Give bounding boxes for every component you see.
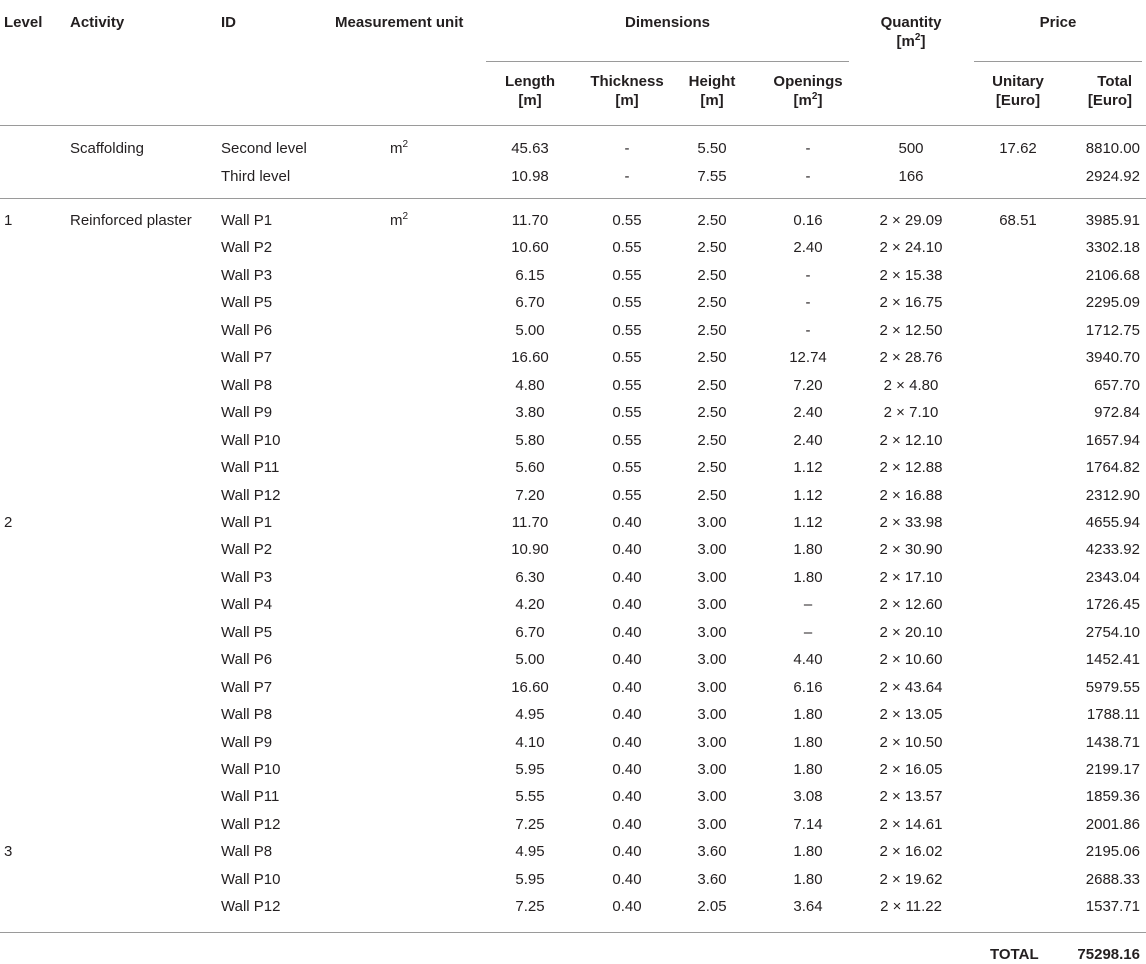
cell-thickness: 0.55 <box>612 431 642 449</box>
cell-openings: 7.20 <box>793 376 823 394</box>
cell-height: 2.50 <box>697 431 727 449</box>
header-unitary: Unitary [Euro] <box>992 73 1044 109</box>
cell-quantity: 2 × 24.10 <box>879 239 943 257</box>
cell-height: 3.60 <box>697 870 727 888</box>
cell-quantity: 2 × 17.10 <box>879 568 943 586</box>
cell-thickness: 0.55 <box>612 239 642 257</box>
cell-thickness: 0.55 <box>612 486 642 504</box>
cell-total: 2312.90 <box>1085 486 1140 504</box>
cell-openings: - <box>805 266 811 284</box>
cell-quantity: 2 × 33.98 <box>879 513 943 531</box>
cell-total: 657.70 <box>1094 376 1140 394</box>
header-price: Price <box>1039 14 1077 31</box>
cell-length: 10.98 <box>511 167 549 185</box>
cell-total: 1859.36 <box>1085 788 1140 806</box>
cell-quantity: 2 × 16.88 <box>879 486 943 504</box>
cell-height: 3.00 <box>697 761 727 778</box>
cell-total: 3940.70 <box>1085 349 1140 367</box>
cell-openings: 6.16 <box>793 678 823 696</box>
cell-length: 6.70 <box>515 623 545 641</box>
cell-thickness: 0.55 <box>612 459 642 477</box>
cell-height: 3.00 <box>697 815 727 833</box>
header-height: Height [m] <box>688 73 736 109</box>
cell-thickness: 0.40 <box>612 898 642 916</box>
header-length: Length [m] <box>505 73 555 109</box>
cell-id: Wall P12 <box>221 486 281 504</box>
cell-id: Wall P1 <box>221 513 273 531</box>
cell-id: Wall P6 <box>221 321 273 339</box>
total-label: TOTAL <box>990 946 1039 963</box>
cell-length: 5.95 <box>515 761 545 778</box>
cell-quantity: 2 × 12.50 <box>879 321 943 339</box>
cell-height: 2.50 <box>697 266 727 284</box>
cell-height: 3.00 <box>697 706 727 724</box>
cell-id: Wall P10 <box>221 761 281 778</box>
table-bottom-rule <box>0 932 1146 933</box>
cell-length: 3.80 <box>515 404 545 422</box>
cell-length: 10.90 <box>511 541 549 559</box>
cell-quantity: 500 <box>898 140 924 157</box>
cell-openings: 4.40 <box>793 651 823 669</box>
cell-length: 7.20 <box>515 486 545 504</box>
cell-total: 2001.86 <box>1085 815 1140 833</box>
cell-length: 5.55 <box>515 788 545 806</box>
cell-total: 2924.92 <box>1085 167 1140 185</box>
dimensions-underline <box>486 61 849 62</box>
cell-height: 2.05 <box>697 898 727 916</box>
cell-length: 7.25 <box>515 898 545 916</box>
cell-total: 1657.94 <box>1085 431 1140 449</box>
cell-id: Wall P6 <box>221 651 273 669</box>
cell-id: Wall P11 <box>221 788 280 806</box>
cell-thickness: 0.55 <box>612 404 642 422</box>
cell-openings: 1.80 <box>793 870 823 888</box>
cell-thickness: 0.40 <box>612 513 642 531</box>
cell-length: 6.15 <box>515 266 545 284</box>
cell-quantity: 2 × 12.10 <box>879 431 943 449</box>
cell-openings: 7.14 <box>793 815 823 833</box>
cell-openings: – <box>803 623 813 641</box>
header-id: ID <box>221 14 236 31</box>
cell-total: 2199.17 <box>1085 761 1140 778</box>
cell-id: Wall P4 <box>221 596 273 614</box>
cell-id: Wall P8 <box>221 706 273 724</box>
cell-id: Wall P12 <box>221 815 281 833</box>
cell-openings: 2.40 <box>793 404 823 422</box>
cell-openings: 1.80 <box>793 706 823 724</box>
cell-height: 2.50 <box>697 404 727 422</box>
cell-length: 4.95 <box>515 706 545 724</box>
cell-id: Wall P9 <box>221 733 273 751</box>
cell-thickness: - <box>624 140 630 157</box>
cell-height: 7.55 <box>697 167 727 185</box>
cell-level: 1 <box>4 212 13 229</box>
cell-length: 5.95 <box>515 870 545 888</box>
cell-activity: Scaffolding <box>70 140 144 157</box>
header-thickness: Thickness [m] <box>590 73 664 109</box>
cell-height: 2.50 <box>697 239 727 257</box>
cell-length: 5.00 <box>515 651 545 669</box>
cell-total: 1452.41 <box>1085 651 1140 669</box>
cell-quantity: 2 × 10.60 <box>879 651 943 669</box>
cell-openings: 1.12 <box>793 513 823 531</box>
cell-quantity: 2 × 4.80 <box>883 376 939 394</box>
cell-quantity: 2 × 28.76 <box>879 349 943 367</box>
cell-openings: – <box>803 596 813 614</box>
cell-length: 4.80 <box>515 376 545 394</box>
cell-height: 3.00 <box>697 568 727 586</box>
cell-id: Wall P8 <box>221 843 273 861</box>
cell-length: 45.63 <box>511 140 549 157</box>
cell-thickness: 0.55 <box>612 349 642 367</box>
cell-openings: 1.80 <box>793 541 823 559</box>
cell-height: 3.00 <box>697 513 727 531</box>
cell-height: 3.00 <box>697 788 727 806</box>
cell-quantity: 2 × 11.22 <box>880 898 942 916</box>
cell-thickness: 0.40 <box>612 788 642 806</box>
cell-openings: 1.12 <box>793 486 823 504</box>
cell-total: 972.84 <box>1094 404 1140 422</box>
cell-thickness: 0.40 <box>612 541 642 559</box>
cell-length: 6.30 <box>515 568 545 586</box>
cell-length: 16.60 <box>511 349 549 367</box>
cell-thickness: 0.40 <box>612 733 642 751</box>
cell-total: 1788.11 <box>1086 706 1140 724</box>
cell-openings: - <box>805 140 811 157</box>
cell-total: 2195.06 <box>1085 843 1140 861</box>
cell-total: 4655.94 <box>1085 513 1140 531</box>
cell-openings: 3.08 <box>793 788 823 806</box>
cell-height: 3.00 <box>697 623 727 641</box>
cell-quantity: 2 × 15.38 <box>879 266 943 284</box>
cell-length: 5.80 <box>515 431 545 449</box>
cell-thickness: 0.40 <box>612 678 642 696</box>
header-total: Total [Euro] <box>1087 73 1132 109</box>
cell-quantity: 2 × 20.10 <box>879 623 943 641</box>
cell-total: 2754.10 <box>1085 623 1140 641</box>
cell-openings: 2.40 <box>793 431 823 449</box>
cell-quantity: 2 × 16.05 <box>879 761 943 778</box>
cell-quantity: 2 × 7.10 <box>883 404 939 422</box>
cell-quantity: 2 × 43.64 <box>879 678 943 696</box>
cell-id: Wall P7 <box>221 349 273 367</box>
cell-quantity: 2 × 12.88 <box>879 459 943 477</box>
cell-height: 3.00 <box>697 541 727 559</box>
cell-height: 2.50 <box>697 376 727 394</box>
cell-id: Wall P11 <box>221 459 280 477</box>
cell-height: 2.50 <box>697 486 727 504</box>
cell-length: 4.20 <box>515 596 545 614</box>
header-level: Level <box>4 14 43 31</box>
cell-height: 3.00 <box>697 678 727 696</box>
cell-total: 8810.00 <box>1085 140 1140 157</box>
cell-id: Wall P5 <box>221 623 273 641</box>
cell-length: 11.70 <box>511 513 549 531</box>
cell-thickness: 0.40 <box>612 651 642 669</box>
cell-thickness: 0.40 <box>612 761 642 778</box>
cell-openings: 1.80 <box>793 733 823 751</box>
cell-quantity: 2 × 14.61 <box>879 815 943 833</box>
cell-id: Wall P1 <box>221 212 273 229</box>
cell-total: 1726.45 <box>1085 596 1140 614</box>
cell-openings: - <box>805 294 811 312</box>
cell-thickness: 0.40 <box>612 568 642 586</box>
cell-activity: Reinforced plaster <box>70 212 192 229</box>
cell-id: Wall P7 <box>221 678 273 696</box>
cell-total: 3985.91 <box>1085 212 1140 229</box>
cell-thickness: 0.40 <box>612 870 642 888</box>
cell-thickness: 0.55 <box>612 321 642 339</box>
cell-openings: 1.80 <box>793 843 823 861</box>
cell-openings: 2.40 <box>793 239 823 257</box>
cell-unitary: 17.62 <box>999 140 1037 157</box>
cell-thickness: 0.40 <box>612 843 642 861</box>
cell-id: Wall P2 <box>221 239 273 257</box>
cell-openings: - <box>805 321 811 339</box>
cell-thickness: - <box>624 167 630 185</box>
cell-length: 4.10 <box>515 733 545 751</box>
cell-length: 10.60 <box>511 239 549 257</box>
cell-id: Wall P12 <box>221 898 281 916</box>
cell-total: 3302.18 <box>1085 239 1140 257</box>
cell-total: 1764.82 <box>1085 459 1140 477</box>
cell-height: 5.50 <box>697 140 727 157</box>
cell-openings: 0.16 <box>793 212 823 229</box>
header-openings: Openings $[m^2]$ <box>773 73 843 109</box>
cell-level: 2 <box>4 513 13 531</box>
cell-thickness: 0.55 <box>612 266 642 284</box>
cell-height: 3.00 <box>697 651 727 669</box>
cell-quantity: 166 <box>898 167 924 185</box>
cell-thickness: 0.55 <box>612 294 642 312</box>
cell-thickness: 0.40 <box>612 596 642 614</box>
cell-openings: 1.12 <box>793 459 823 477</box>
cell-length: 4.95 <box>515 843 545 861</box>
cell-openings: 1.80 <box>793 568 823 586</box>
cell-total: 1537.71 <box>1085 898 1140 916</box>
cell-quantity: 2 × 16.02 <box>879 843 943 861</box>
cell-thickness: 0.55 <box>612 376 642 394</box>
cell-height: 2.50 <box>697 321 727 339</box>
cell-openings: - <box>805 167 811 185</box>
section-rule <box>0 198 1146 199</box>
cell-total: 1438.71 <box>1085 733 1140 751</box>
cell-quantity: 2 × 19.62 <box>879 870 943 888</box>
cell-length: 7.25 <box>515 815 545 833</box>
cell-thickness: 0.40 <box>612 623 642 641</box>
header-bottom-rule <box>0 125 1146 126</box>
cell-length: 5.60 <box>515 459 545 477</box>
cell-unit: $m^2$ <box>390 211 409 229</box>
cell-total: 4233.92 <box>1085 541 1140 559</box>
cell-quantity: 2 × 12.60 <box>879 596 943 614</box>
cell-quantity: 2 × 13.05 <box>879 706 943 724</box>
cell-height: 2.50 <box>697 212 727 229</box>
cell-length: 16.60 <box>511 678 549 696</box>
cell-height: 3.00 <box>697 733 727 751</box>
header-dimensions: Dimensions <box>624 14 711 31</box>
cell-id: Third level <box>221 167 291 185</box>
cell-thickness: 0.40 <box>612 706 642 724</box>
header-activity: Activity <box>70 14 125 31</box>
cell-openings: 3.64 <box>793 898 823 916</box>
cell-unitary: 68.51 <box>999 212 1037 229</box>
cell-height: 3.60 <box>697 843 727 861</box>
price-underline <box>974 61 1142 62</box>
header-measurement-unit: Measurement unit <box>335 14 464 31</box>
cell-length: 5.00 <box>515 321 545 339</box>
cell-id: Wall P10 <box>221 870 281 888</box>
cell-id: Second level <box>221 140 307 157</box>
cell-quantity: 2 × 30.90 <box>879 541 943 559</box>
cell-openings: 1.80 <box>793 761 823 778</box>
cell-quantity: 2 × 10.50 <box>879 733 943 751</box>
cell-total: 2343.04 <box>1085 568 1140 586</box>
cell-id: Wall P10 <box>221 431 281 449</box>
cell-id: Wall P2 <box>221 541 273 559</box>
cell-id: Wall P8 <box>221 376 273 394</box>
cell-total: 2106.68 <box>1085 266 1140 284</box>
cell-total: 2295.09 <box>1085 294 1140 312</box>
cell-height: 2.50 <box>697 459 727 477</box>
cell-thickness: 0.40 <box>612 815 642 833</box>
cell-openings: 12.74 <box>789 349 827 367</box>
cell-total: 5979.55 <box>1085 678 1140 696</box>
cell-total: 2688.33 <box>1085 870 1140 888</box>
cell-id: Wall P3 <box>221 266 273 284</box>
cell-level: 3 <box>4 843 13 861</box>
cell-height: 2.50 <box>697 349 727 367</box>
total-value: 75298.16 <box>1077 946 1140 963</box>
cell-unit: $m^2$ <box>390 139 409 157</box>
cell-id: Wall P5 <box>221 294 273 312</box>
cell-length: 11.70 <box>511 212 549 229</box>
cell-id: Wall P3 <box>221 568 273 586</box>
cell-id: Wall P9 <box>221 404 273 422</box>
cell-thickness: 0.55 <box>612 212 642 229</box>
cell-height: 3.00 <box>697 596 727 614</box>
cell-quantity: 2 × 16.75 <box>879 294 943 312</box>
cell-total: 1712.75 <box>1085 321 1140 339</box>
header-quantity: Quantity $[m^2]$ <box>880 14 942 50</box>
cell-height: 2.50 <box>697 294 727 312</box>
cell-length: 6.70 <box>515 294 545 312</box>
cell-quantity: 2 × 13.57 <box>879 788 943 806</box>
cell-quantity: 2 × 29.09 <box>879 212 943 229</box>
